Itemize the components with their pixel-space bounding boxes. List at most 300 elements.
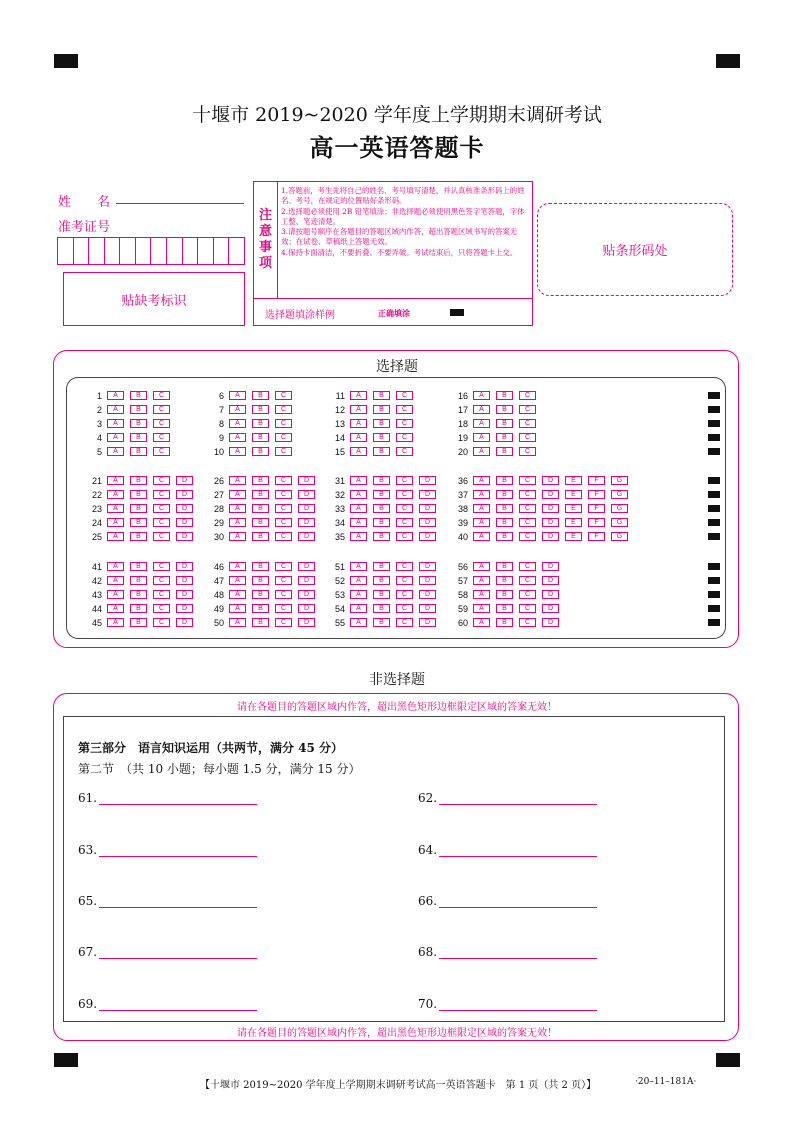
answer-item-65[interactable]: 65. — [78, 894, 257, 908]
bubble-45-c[interactable]: C — [153, 618, 170, 627]
bubble-16-c[interactable]: C — [519, 391, 536, 400]
answer-area-warning-bottom: 请在各题目的答题区域内作答，超出黑色矩形边框限定区域的答案无效！ — [237, 1028, 557, 1039]
bubble-53-d[interactable]: D — [419, 590, 436, 599]
bubble-43-b[interactable]: B — [130, 590, 147, 599]
bubble-37-d[interactable]: D — [542, 490, 559, 499]
bubble-52-b[interactable]: B — [373, 576, 390, 585]
answer-line[interactable] — [99, 999, 257, 1011]
bubble-36-e[interactable]: E — [565, 476, 582, 485]
section-subtitle: 第二节 （共 10 小题；每小题 1.5 分，满分 15 分） — [78, 762, 361, 776]
answer-line[interactable] — [439, 947, 597, 959]
bubble-53-c[interactable]: C — [396, 590, 413, 599]
question-row-9 — [206, 432, 298, 443]
bubble-6-b[interactable]: B — [252, 391, 269, 400]
answer-line[interactable] — [99, 947, 257, 959]
bubble-56-a[interactable]: A — [473, 562, 490, 571]
bubble-41-b[interactable]: B — [130, 562, 147, 571]
bubble-14-b[interactable]: B — [373, 433, 390, 442]
question-row-17 — [450, 404, 542, 415]
bubble-5-c[interactable]: C — [153, 447, 170, 456]
bubble-39-a[interactable]: A — [473, 518, 490, 527]
bubble-25-a[interactable]: A — [107, 532, 124, 541]
bubble-50-c[interactable]: C — [275, 618, 292, 627]
bubble-19-c[interactable]: C — [519, 433, 536, 442]
bubble-37-f[interactable]: F — [588, 490, 605, 499]
bubble-41-c[interactable]: C — [153, 562, 170, 571]
answer-line[interactable] — [99, 793, 257, 805]
bubble-57-b[interactable]: B — [496, 576, 513, 585]
bubble-36-b[interactable]: B — [496, 476, 513, 485]
bubble-38-b[interactable]: B — [496, 504, 513, 513]
bubble-24-c[interactable]: C — [153, 518, 170, 527]
question-row-52 — [327, 575, 442, 586]
bubble-38-g[interactable]: G — [611, 504, 628, 513]
bubble-20-c[interactable]: C — [519, 447, 536, 456]
bubble-35-d[interactable]: D — [419, 532, 436, 541]
bubble-30-a[interactable]: A — [229, 532, 246, 541]
timing-mark — [708, 519, 720, 526]
bubble-16-b[interactable]: B — [496, 391, 513, 400]
bubble-58-d[interactable]: D — [542, 590, 559, 599]
bubble-27-b[interactable]: B — [252, 490, 269, 499]
answer-line[interactable] — [439, 999, 597, 1011]
bubble-26-c[interactable]: C — [275, 476, 292, 485]
bubble-40-a[interactable]: A — [473, 532, 490, 541]
bubble-39-d[interactable]: D — [542, 518, 559, 527]
bubble-23-b[interactable]: B — [130, 504, 147, 513]
notice-item: 1.答题前，考生先将自己的姓名、考号填写清楚，并认真核准条形码上的姓名、考号，在规定的位置贴好条形码。 — [281, 186, 525, 206]
bubble-32-a[interactable]: A — [350, 490, 367, 499]
bubble-17-c[interactable]: C — [519, 405, 536, 414]
bubble-30-b[interactable]: B — [252, 532, 269, 541]
bubble-23-a[interactable]: A — [107, 504, 124, 513]
exam-id-grid[interactable] — [57, 237, 245, 265]
bubble-28-b[interactable]: B — [252, 504, 269, 513]
bubble-50-a[interactable]: A — [229, 618, 246, 627]
bubble-18-a[interactable]: A — [473, 419, 490, 428]
bubble-31-c[interactable]: C — [396, 476, 413, 485]
question-row-6 — [206, 390, 298, 401]
bubble-40-e[interactable]: E — [565, 532, 582, 541]
bubble-6-c[interactable]: C — [275, 391, 292, 400]
bubble-14-c[interactable]: C — [396, 433, 413, 442]
question-number: 42 — [91, 575, 102, 586]
bubble-42-d[interactable]: D — [176, 576, 193, 585]
bubble-34-a[interactable]: A — [350, 518, 367, 527]
bubble-3-c[interactable]: C — [153, 419, 170, 428]
bubble-46-d[interactable]: D — [298, 562, 315, 571]
bubble-33-b[interactable]: B — [373, 504, 390, 513]
bubble-42-a[interactable]: A — [107, 576, 124, 585]
bubble-22-a[interactable]: A — [107, 490, 124, 499]
bubble-55-b[interactable]: B — [373, 618, 390, 627]
bubble-1-b[interactable]: B — [130, 391, 147, 400]
question-number: 41 — [91, 561, 102, 572]
name-field[interactable] — [116, 190, 244, 204]
bubble-32-b[interactable]: B — [373, 490, 390, 499]
bubble-1-a[interactable]: A — [107, 391, 124, 400]
bubble-15-c[interactable]: C — [396, 447, 413, 456]
bubble-1-c[interactable]: C — [153, 391, 170, 400]
bubble-25-c[interactable]: C — [153, 532, 170, 541]
bubble-33-d[interactable]: D — [419, 504, 436, 513]
bubble-60-c[interactable]: C — [519, 618, 536, 627]
bubble-3-b[interactable]: B — [130, 419, 147, 428]
question-number: 53 — [334, 589, 345, 600]
bubble-18-b[interactable]: B — [496, 419, 513, 428]
bubble-7-c[interactable]: C — [275, 405, 292, 414]
bubble-54-c[interactable]: C — [396, 604, 413, 613]
bubble-2-c[interactable]: C — [153, 405, 170, 414]
question-row-55 — [327, 617, 442, 628]
answer-item-63[interactable]: 63. — [78, 843, 257, 857]
bubble-57-c[interactable]: C — [519, 576, 536, 585]
bubble-40-d[interactable]: D — [542, 532, 559, 541]
timing-mark — [708, 577, 720, 584]
bubble-37-c[interactable]: C — [519, 490, 536, 499]
bubble-47-b[interactable]: B — [252, 576, 269, 585]
bubble-25-b[interactable]: B — [130, 532, 147, 541]
answer-item-68[interactable]: 68. — [418, 945, 597, 959]
bubble-45-a[interactable]: A — [107, 618, 124, 627]
bubble-8-a[interactable]: A — [229, 419, 246, 428]
question-number: 30 — [213, 531, 224, 542]
bubble-34-c[interactable]: C — [396, 518, 413, 527]
question-row-4 — [84, 432, 176, 443]
question-row-56 — [450, 561, 565, 572]
question-number: 5 — [96, 446, 102, 457]
bubble-22-b[interactable]: B — [130, 490, 147, 499]
bubble-41-a[interactable]: A — [107, 562, 124, 571]
bubble-51-b[interactable]: B — [373, 562, 390, 571]
question-row-50 — [206, 617, 321, 628]
bubble-49-a[interactable]: A — [229, 604, 246, 613]
bubble-24-b[interactable]: B — [130, 518, 147, 527]
bubble-27-d[interactable]: D — [298, 490, 315, 499]
bubble-17-a[interactable]: A — [473, 405, 490, 414]
bubble-59-d[interactable]: D — [542, 604, 559, 613]
bubble-47-d[interactable]: D — [298, 576, 315, 585]
answer-line[interactable] — [99, 845, 257, 857]
bubble-39-b[interactable]: B — [496, 518, 513, 527]
bubble-39-c[interactable]: C — [519, 518, 536, 527]
question-row-31 — [327, 475, 442, 486]
question-number: 54 — [334, 603, 345, 614]
bubble-11-b[interactable]: B — [373, 391, 390, 400]
bubble-30-c[interactable]: C — [275, 532, 292, 541]
bubble-46-b[interactable]: B — [252, 562, 269, 571]
question-number: 47 — [213, 575, 224, 586]
bubble-28-c[interactable]: C — [275, 504, 292, 513]
bubble-2-b[interactable]: B — [130, 405, 147, 414]
bubble-52-a[interactable]: A — [350, 576, 367, 585]
bubble-10-b[interactable]: B — [252, 447, 269, 456]
bubble-35-c[interactable]: C — [396, 532, 413, 541]
answer-item-64[interactable]: 64. — [418, 843, 597, 857]
answer-item-61[interactable]: 61. — [78, 791, 257, 805]
bubble-54-a[interactable]: A — [350, 604, 367, 613]
bubble-55-a[interactable]: A — [350, 618, 367, 627]
bubble-29-a[interactable]: A — [229, 518, 246, 527]
bubble-35-a[interactable]: A — [350, 532, 367, 541]
bubble-50-d[interactable]: D — [298, 618, 315, 627]
question-row-10 — [206, 446, 298, 457]
bubble-21-a[interactable]: A — [107, 476, 124, 485]
bubble-39-g[interactable]: G — [611, 518, 628, 527]
bubble-59-b[interactable]: B — [496, 604, 513, 613]
bubble-49-b[interactable]: B — [252, 604, 269, 613]
bubble-20-b[interactable]: B — [496, 447, 513, 456]
bubble-36-a[interactable]: A — [473, 476, 490, 485]
bubble-34-b[interactable]: B — [373, 518, 390, 527]
bubble-23-d[interactable]: D — [176, 504, 193, 513]
bubble-45-b[interactable]: B — [130, 618, 147, 627]
bubble-28-d[interactable]: D — [298, 504, 315, 513]
bubble-36-f[interactable]: F — [588, 476, 605, 485]
bubble-6-a[interactable]: A — [229, 391, 246, 400]
bubble-49-c[interactable]: C — [275, 604, 292, 613]
answer-line[interactable] — [439, 896, 597, 908]
question-number: 56 — [457, 561, 468, 572]
bubble-19-a[interactable]: A — [473, 433, 490, 442]
bubble-21-b[interactable]: B — [130, 476, 147, 485]
bubble-9-c[interactable]: C — [275, 433, 292, 442]
bubble-24-a[interactable]: A — [107, 518, 124, 527]
bubble-20-a[interactable]: A — [473, 447, 490, 456]
bubble-39-f[interactable]: F — [588, 518, 605, 527]
bubble-38-d[interactable]: D — [542, 504, 559, 513]
bubble-48-a[interactable]: A — [229, 590, 246, 599]
bubble-15-b[interactable]: B — [373, 447, 390, 456]
bubble-34-d[interactable]: D — [419, 518, 436, 527]
bubble-53-a[interactable]: A — [350, 590, 367, 599]
bubble-47-a[interactable]: A — [229, 576, 246, 585]
question-row-37 — [450, 489, 634, 500]
bubble-44-c[interactable]: C — [153, 604, 170, 613]
bubble-27-a[interactable]: A — [229, 490, 246, 499]
bubble-48-c[interactable]: C — [275, 590, 292, 599]
question-number: 21 — [91, 475, 102, 486]
bubble-32-d[interactable]: D — [419, 490, 436, 499]
bubble-26-d[interactable]: D — [298, 476, 315, 485]
question-row-7 — [206, 404, 298, 415]
bubble-13-c[interactable]: C — [396, 419, 413, 428]
answer-item-66[interactable]: 66. — [418, 894, 597, 908]
bubble-58-b[interactable]: B — [496, 590, 513, 599]
bubble-29-b[interactable]: B — [252, 518, 269, 527]
bubble-43-d[interactable]: D — [176, 590, 193, 599]
question-number: 25 — [91, 531, 102, 542]
question-number: 32 — [334, 489, 345, 500]
answer-item-67[interactable]: 67. — [78, 945, 257, 959]
question-number: 8 — [218, 418, 224, 429]
bubble-33-c[interactable]: C — [396, 504, 413, 513]
bubble-60-d[interactable]: D — [542, 618, 559, 627]
bubble-24-d[interactable]: D — [176, 518, 193, 527]
bubble-59-c[interactable]: C — [519, 604, 536, 613]
bubble-19-b[interactable]: B — [496, 433, 513, 442]
bubble-35-b[interactable]: B — [373, 532, 390, 541]
bubble-49-d[interactable]: D — [298, 604, 315, 613]
bubble-51-c[interactable]: C — [396, 562, 413, 571]
bubble-59-a[interactable]: A — [473, 604, 490, 613]
bubble-36-d[interactable]: D — [542, 476, 559, 485]
bubble-9-a[interactable]: A — [229, 433, 246, 442]
answer-line[interactable] — [439, 793, 597, 805]
bubble-30-d[interactable]: D — [298, 532, 315, 541]
bubble-25-d[interactable]: D — [176, 532, 193, 541]
answer-area-warning-top: 请在各题目的答题区域内作答，超出黑色矩形边框限定区域的答案无效！ — [237, 702, 557, 713]
bubble-22-c[interactable]: C — [153, 490, 170, 499]
bubble-56-b[interactable]: B — [496, 562, 513, 571]
answer-line[interactable] — [99, 896, 257, 908]
bubble-7-a[interactable]: A — [229, 405, 246, 414]
bubble-53-b[interactable]: B — [373, 590, 390, 599]
bubble-58-a[interactable]: A — [473, 590, 490, 599]
bubble-39-e[interactable]: E — [565, 518, 582, 527]
bubble-32-c[interactable]: C — [396, 490, 413, 499]
bubble-38-f[interactable]: F — [588, 504, 605, 513]
bubble-43-a[interactable]: A — [107, 590, 124, 599]
bubble-54-b[interactable]: B — [373, 604, 390, 613]
bubble-14-a[interactable]: A — [350, 433, 367, 442]
bubble-9-b[interactable]: B — [252, 433, 269, 442]
bubble-11-a[interactable]: A — [350, 391, 367, 400]
bubble-21-d[interactable]: D — [176, 476, 193, 485]
bubble-31-a[interactable]: A — [350, 476, 367, 485]
bubble-51-d[interactable]: D — [419, 562, 436, 571]
bubble-16-a[interactable]: A — [473, 391, 490, 400]
bubble-38-c[interactable]: C — [519, 504, 536, 513]
bubble-50-b[interactable]: B — [252, 618, 269, 627]
registration-mark-top-right — [716, 54, 740, 68]
bubble-21-c[interactable]: C — [153, 476, 170, 485]
bubble-11-c[interactable]: C — [396, 391, 413, 400]
bubble-26-a[interactable]: A — [229, 476, 246, 485]
bubble-43-c[interactable]: C — [153, 590, 170, 599]
question-number: 57 — [457, 575, 468, 586]
bubble-27-c[interactable]: C — [275, 490, 292, 499]
bubble-29-d[interactable]: D — [298, 518, 315, 527]
question-row-30 — [206, 531, 321, 542]
answer-item-69[interactable]: 69. — [78, 997, 257, 1011]
bubble-52-d[interactable]: D — [419, 576, 436, 585]
bubble-40-g[interactable]: G — [611, 532, 628, 541]
bubble-46-c[interactable]: C — [275, 562, 292, 571]
bubble-44-d[interactable]: D — [176, 604, 193, 613]
bubble-55-c[interactable]: C — [396, 618, 413, 627]
bubble-13-b[interactable]: B — [373, 419, 390, 428]
bubble-36-g[interactable]: G — [611, 476, 628, 485]
question-number: 3 — [96, 418, 102, 429]
bubble-28-a[interactable]: A — [229, 504, 246, 513]
bubble-37-a[interactable]: A — [473, 490, 490, 499]
bubble-60-a[interactable]: A — [473, 618, 490, 627]
bubble-10-a[interactable]: A — [229, 447, 246, 456]
bubble-22-d[interactable]: D — [176, 490, 193, 499]
bubble-8-c[interactable]: C — [275, 419, 292, 428]
bubble-4-a[interactable]: A — [107, 433, 124, 442]
bubble-4-c[interactable]: C — [153, 433, 170, 442]
answer-line[interactable] — [439, 845, 597, 857]
answer-item-70[interactable]: 70. — [418, 997, 597, 1011]
question-row-35 — [327, 531, 442, 542]
bubble-18-c[interactable]: C — [519, 419, 536, 428]
bubble-46-a[interactable]: A — [229, 562, 246, 571]
question-row-21 — [84, 475, 199, 486]
bubble-8-b[interactable]: B — [252, 419, 269, 428]
bubble-36-c[interactable]: C — [519, 476, 536, 485]
bubble-52-c[interactable]: C — [396, 576, 413, 585]
bubble-38-e[interactable]: E — [565, 504, 582, 513]
bubble-40-f[interactable]: F — [588, 532, 605, 541]
bubble-15-a[interactable]: A — [350, 447, 367, 456]
bubble-40-c[interactable]: C — [519, 532, 536, 541]
bubble-54-d[interactable]: D — [419, 604, 436, 613]
bubble-37-b[interactable]: B — [496, 490, 513, 499]
bubble-13-a[interactable]: A — [350, 419, 367, 428]
bubble-33-a[interactable]: A — [350, 504, 367, 513]
bubble-48-b[interactable]: B — [252, 590, 269, 599]
bubble-38-a[interactable]: A — [473, 504, 490, 513]
exam-title: 十堰市 2019~2020 学年度上学期期末调研考试 — [192, 104, 602, 126]
bubble-58-c[interactable]: C — [519, 590, 536, 599]
bubble-44-b[interactable]: B — [130, 604, 147, 613]
bubble-12-c[interactable]: C — [396, 405, 413, 414]
bubble-56-d[interactable]: D — [542, 562, 559, 571]
bubble-26-b[interactable]: B — [252, 476, 269, 485]
bubble-45-d[interactable]: D — [176, 618, 193, 627]
bubble-60-b[interactable]: B — [496, 618, 513, 627]
timing-mark — [708, 533, 720, 540]
bubble-44-a[interactable]: A — [107, 604, 124, 613]
bubble-57-d[interactable]: D — [542, 576, 559, 585]
bubble-10-c[interactable]: C — [275, 447, 292, 456]
bubble-7-b[interactable]: B — [252, 405, 269, 414]
bubble-57-a[interactable]: A — [473, 576, 490, 585]
bubble-48-d[interactable]: D — [298, 590, 315, 599]
question-number: 15 — [334, 446, 345, 457]
bubble-37-e[interactable]: E — [565, 490, 582, 499]
bubble-3-a[interactable]: A — [107, 419, 124, 428]
bubble-56-c[interactable]: C — [519, 562, 536, 571]
bubble-5-a[interactable]: A — [107, 447, 124, 456]
bubble-41-d[interactable]: D — [176, 562, 193, 571]
bubble-55-d[interactable]: D — [419, 618, 436, 627]
bubble-51-a[interactable]: A — [350, 562, 367, 571]
question-row-49 — [206, 603, 321, 614]
bubble-31-d[interactable]: D — [419, 476, 436, 485]
bubble-37-g[interactable]: G — [611, 490, 628, 499]
question-row-19 — [450, 432, 542, 443]
bubble-4-b[interactable]: B — [130, 433, 147, 442]
bubble-42-b[interactable]: B — [130, 576, 147, 585]
bubble-12-b[interactable]: B — [373, 405, 390, 414]
bubble-47-c[interactable]: C — [275, 576, 292, 585]
bubble-29-c[interactable]: C — [275, 518, 292, 527]
bubble-17-b[interactable]: B — [496, 405, 513, 414]
bubble-5-b[interactable]: B — [130, 447, 147, 456]
question-number: 4 — [96, 432, 102, 443]
bubble-31-b[interactable]: B — [373, 476, 390, 485]
answer-item-62[interactable]: 62. — [418, 791, 597, 805]
bubble-40-b[interactable]: B — [496, 532, 513, 541]
question-number: 44 — [91, 603, 102, 614]
bubble-2-a[interactable]: A — [107, 405, 124, 414]
bubble-42-c[interactable]: C — [153, 576, 170, 585]
bubble-12-a[interactable]: A — [350, 405, 367, 414]
bubble-23-c[interactable]: C — [153, 504, 170, 513]
